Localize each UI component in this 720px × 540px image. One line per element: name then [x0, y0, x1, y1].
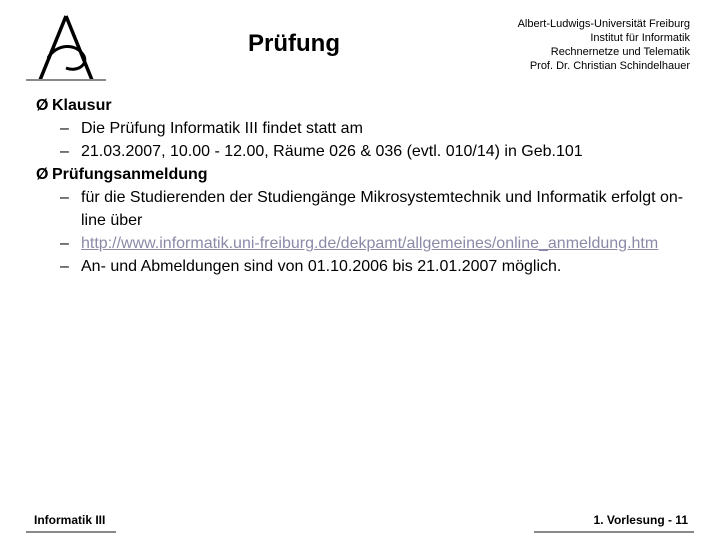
university-logo-icon [26, 10, 106, 82]
page-title: Prüfung [248, 30, 340, 57]
sub-item [36, 232, 696, 255]
footer-divider-right [534, 531, 694, 533]
bullet-heading: Klausur [52, 97, 112, 114]
header-divider [26, 79, 106, 81]
arrow-bullet-icon: Ø [36, 166, 49, 183]
dash-bullet: – [60, 120, 69, 137]
sub-item [36, 186, 696, 232]
footer-course: Informatik III [34, 513, 106, 527]
bullet-heading: Prüfungsanmeldung [52, 166, 208, 183]
sub-item-text: für die Studierenden der Studiengänge Mikrosystemtechnik und Informatik erfolgt on-line über [81, 189, 684, 229]
online-registration-link[interactable]: http://www.informatik.uni-freiburg.de/dekpamt/allgemeines/online_anmeldung.htm [81, 235, 659, 252]
footer-divider-left [26, 531, 116, 533]
sub-item [36, 117, 696, 140]
sub-item [36, 140, 696, 163]
dash-bullet: – [60, 258, 69, 275]
affiliation-institute: Institut für Informatik [590, 32, 690, 44]
sub-item-text: An- und Abmeldungen sind von 01.10.2006 bis 21.01.2007 möglich. [81, 258, 562, 275]
sub-item [36, 255, 696, 278]
sub-item-text: Die Prüfung Informatik III findet statt am [81, 120, 363, 137]
affiliation-block [518, 17, 690, 73]
bullet-klausur [36, 94, 696, 117]
footer-lecture-page: 1. Vorlesung - 11 [593, 513, 688, 527]
affiliation-professor: Prof. Dr. Christian Schindelhauer [529, 60, 690, 72]
dash-bullet: – [60, 143, 69, 160]
sub-item-text: 21.03.2007, 10.00 - 12.00, Räume 026 & 036 (evtl. 010/14) in Geb.101 [81, 143, 583, 160]
affiliation-university: Albert-Ludwigs-Universität Freiburg [517, 18, 690, 30]
bullet-pruefungsanmeldung [36, 163, 696, 186]
dash-bullet: – [60, 189, 69, 206]
affiliation-department: Rechnernetze und Telematik [550, 46, 690, 58]
arrow-bullet-icon: Ø [36, 97, 49, 114]
dash-bullet: – [60, 235, 69, 252]
slide-content [36, 94, 696, 278]
